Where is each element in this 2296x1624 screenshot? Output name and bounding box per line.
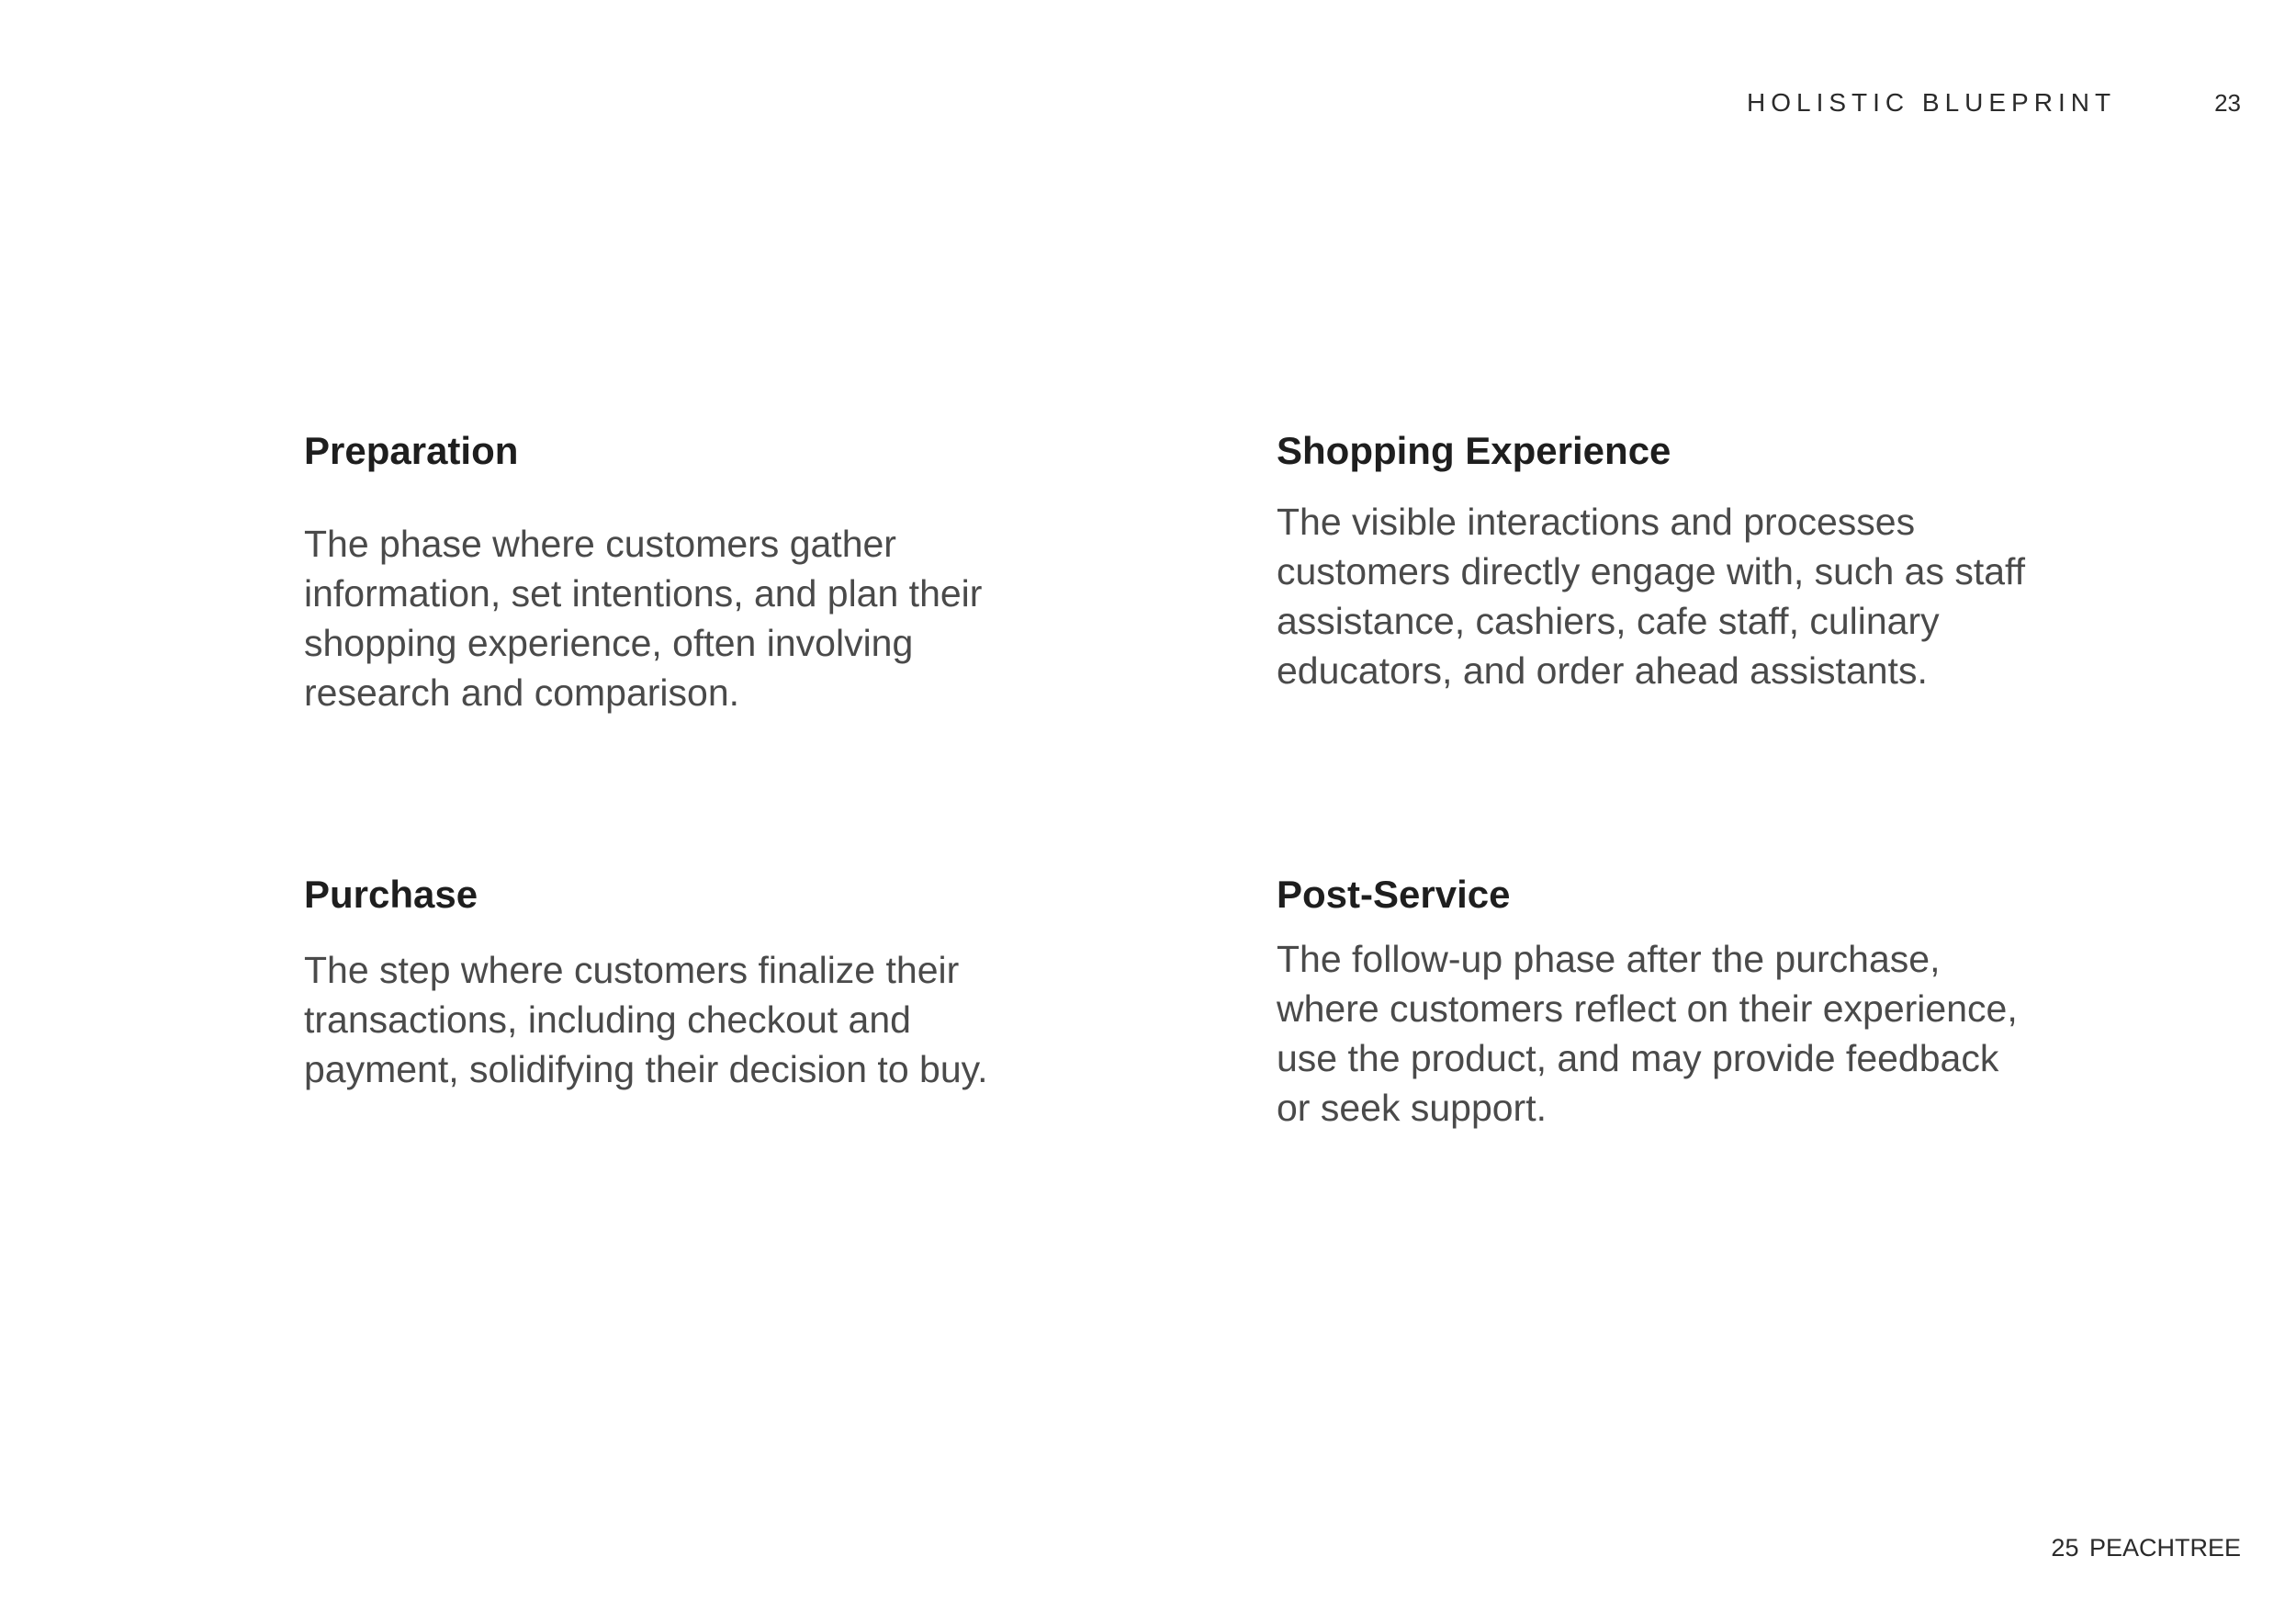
section-title: Preparation — [304, 429, 519, 472]
footer-label: 25 PEACHTREE — [2051, 1534, 2241, 1562]
section-body: The visible interactions and processes customers directly engage with, such as staff assistance, cashiers, cafe staff, culinary educators, and order ahead assistants. — [1277, 501, 2026, 692]
page-number: 23 — [2214, 89, 2241, 117]
section-body: The step where customers finalize their transactions, including checkout and payment, solidifying their decision to buy. — [304, 949, 988, 1090]
section-title: Shopping Experience — [1277, 429, 1671, 472]
section-shopping-experience — [1277, 428, 2030, 695]
section-purchase — [304, 872, 1039, 1094]
section-body: The follow-up phase after the purchase, where customers reflect on their experience, use the product, and may provide feedback or seek support. — [1277, 938, 2018, 1129]
section-preparation — [304, 428, 1039, 717]
section-title: Purchase — [304, 873, 478, 916]
section-post-service — [1277, 872, 2030, 1133]
section-title: Post-Service — [1277, 873, 1511, 916]
section-body: The phase where customers gather information, set intentions, and plan their shopping experience, often involving research and comparison. — [304, 523, 983, 714]
header-title: HOLISTIC BLUEPRINT — [1747, 88, 2117, 117]
